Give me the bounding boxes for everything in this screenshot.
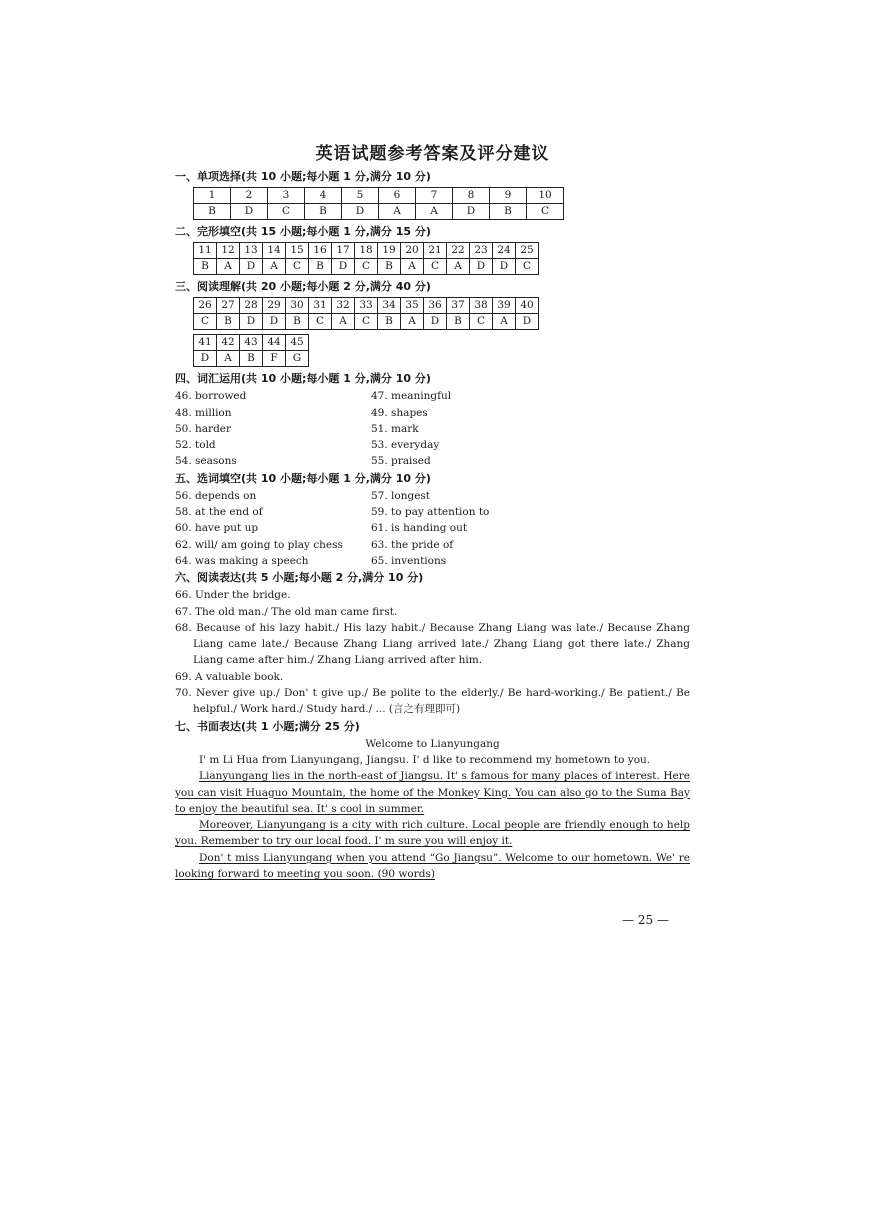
question-number-cell: 3 bbox=[268, 188, 305, 204]
section-6-heading: 六、阅读表达(共 5 小题;每小题 2 分,满分 10 分) bbox=[175, 571, 424, 585]
answer-cell: B bbox=[447, 314, 470, 330]
answer-cell: B bbox=[378, 314, 401, 330]
question-number-cell: 31 bbox=[309, 298, 332, 314]
answer-item: 49. shapes bbox=[371, 406, 428, 419]
question-number-cell: 45 bbox=[286, 335, 309, 351]
answer-cell: D bbox=[516, 314, 539, 330]
essay-title: Welcome to Lianyungang bbox=[365, 737, 500, 750]
answer-cell: B bbox=[194, 259, 217, 275]
answer-cell: B bbox=[217, 314, 240, 330]
question-number-cell: 9 bbox=[490, 188, 527, 204]
section-4-heading: 四、词汇运用(共 10 小题;每小题 1 分,满分 10 分) bbox=[175, 372, 431, 386]
answer-cell: A bbox=[217, 351, 240, 367]
question-number-cell: 16 bbox=[309, 243, 332, 259]
section-2-heading: 二、完形填空(共 15 小题;每小题 1 分,满分 15 分) bbox=[175, 225, 431, 239]
section-7-heading: 七、书面表达(共 1 小题;满分 25 分) bbox=[175, 719, 360, 733]
answer-cell: B bbox=[305, 204, 342, 220]
question-number-cell: 41 bbox=[194, 335, 217, 351]
answer-cell: A bbox=[263, 259, 286, 275]
answer-cell: C bbox=[286, 259, 309, 275]
question-number-cell: 25 bbox=[516, 243, 539, 259]
answer-cell: C bbox=[424, 259, 447, 275]
answer-item: 59. to pay attention to bbox=[371, 506, 490, 519]
answer-cell: A bbox=[416, 204, 453, 220]
question-number-cell: 37 bbox=[447, 298, 470, 314]
answer-cell: D bbox=[453, 204, 490, 220]
essay-paragraph-3: Moreover, Lianyungang is a city with rich culture. Local people are friendly enough to help you. Remember to try our local food. I' m sure you will enjoy it. bbox=[175, 819, 690, 848]
question-number-cell: 13 bbox=[240, 243, 263, 259]
essay-paragraph-2: Lianyungang lies in the north-east of Jiangsu. It' s famous for many places of interest. Here you can visit Huaguo Mountain, the home of the Monkey King. You can also go to the Suma Bay to enjoy the beautiful sea. It' s cool in summer. bbox=[175, 770, 690, 815]
question-number-cell: 32 bbox=[332, 298, 355, 314]
question-number-cell: 10 bbox=[527, 188, 564, 204]
question-number-cell: 18 bbox=[355, 243, 378, 259]
answer-cell: A bbox=[447, 259, 470, 275]
answer-cell: F bbox=[263, 351, 286, 367]
question-number-cell: 24 bbox=[493, 243, 516, 259]
question-number-cell: 30 bbox=[286, 298, 309, 314]
section-3-answer-table bbox=[193, 297, 539, 330]
answer-cell: C bbox=[527, 204, 564, 220]
section-3-answer-table-continued bbox=[193, 334, 309, 367]
question-number-cell: 34 bbox=[378, 298, 401, 314]
answer-item: 56. depends on bbox=[175, 489, 257, 502]
question-number-cell: 44 bbox=[263, 335, 286, 351]
answer-item: 67. The old man./ The old man came first. bbox=[175, 605, 398, 618]
answer-cell: G bbox=[286, 351, 309, 367]
question-number-cell: 5 bbox=[342, 188, 379, 204]
answer-item: 68. Because of his lazy habit./ His lazy habit./ Because Zhang Liang was late./ Because Zhang Liang came late./ Because Zhang Liang arrived late./ Zhang Liang got there late./ Zhang Liang came after him./ Zhang Liang arrived after him. bbox=[175, 621, 690, 667]
answer-cell: D bbox=[424, 314, 447, 330]
question-number-cell: 4 bbox=[305, 188, 342, 204]
answer-item: 58. at the end of bbox=[175, 506, 263, 519]
answer-cell: C bbox=[309, 314, 332, 330]
answer-item: 57. longest bbox=[371, 489, 431, 502]
answer-cell: A bbox=[401, 314, 424, 330]
answer-cell: B bbox=[286, 314, 309, 330]
answer-cell: A bbox=[217, 259, 240, 275]
question-number-cell: 27 bbox=[217, 298, 240, 314]
answer-item: 48. million bbox=[175, 406, 232, 419]
answer-cell: D bbox=[493, 259, 516, 275]
page-number: — 25 — bbox=[622, 913, 669, 927]
answer-item: 51. mark bbox=[371, 422, 419, 435]
essay-paragraph-1: I' m Li Hua from Lianyungang, Jiangsu. I' d like to recommend my hometown to you. bbox=[199, 753, 651, 766]
answer-item: 62. will/ am going to play chess bbox=[175, 538, 343, 551]
answer-cell: D bbox=[342, 204, 379, 220]
answer-cell: D bbox=[332, 259, 355, 275]
section-1-heading: 一、单项选择(共 10 小题;每小题 1 分,满分 10 分) bbox=[175, 170, 431, 184]
answer-item: 63. the pride of bbox=[371, 538, 454, 551]
answer-cell: D bbox=[240, 314, 263, 330]
answer-cell: A bbox=[379, 204, 416, 220]
answer-item: 46. borrowed bbox=[175, 390, 247, 403]
answer-cell: B bbox=[240, 351, 263, 367]
answer-cell: C bbox=[194, 314, 217, 330]
question-number-cell: 2 bbox=[231, 188, 268, 204]
answer-item: 53. everyday bbox=[371, 439, 440, 452]
question-number-cell: 22 bbox=[447, 243, 470, 259]
answer-item: 70. Never give up./ Don' t give up./ Be polite to the elderly./ Be hard-working./ Be patient./ Be helpful./ Work hard./ Study hard./ ... (言之有理即可) bbox=[175, 687, 690, 716]
answer-cell: C bbox=[355, 314, 378, 330]
question-number-cell: 29 bbox=[263, 298, 286, 314]
question-number-cell: 33 bbox=[355, 298, 378, 314]
question-number-cell: 17 bbox=[332, 243, 355, 259]
answer-item: 66. Under the bridge. bbox=[175, 589, 291, 602]
question-number-cell: 1 bbox=[194, 188, 231, 204]
answer-cell: C bbox=[470, 314, 493, 330]
question-number-cell: 12 bbox=[217, 243, 240, 259]
question-number-cell: 43 bbox=[240, 335, 263, 351]
question-number-cell: 35 bbox=[401, 298, 424, 314]
answer-item: 60. have put up bbox=[175, 522, 259, 535]
answer-cell: B bbox=[194, 204, 231, 220]
section-4-answers bbox=[175, 388, 690, 469]
answer-item: 54. seasons bbox=[175, 455, 237, 468]
question-number-cell: 21 bbox=[424, 243, 447, 259]
question-number-cell: 36 bbox=[424, 298, 447, 314]
section-3-heading: 三、阅读理解(共 20 小题;每小题 2 分,满分 40 分) bbox=[175, 280, 431, 294]
answer-cell: A bbox=[493, 314, 516, 330]
answer-item: 64. was making a speech bbox=[175, 554, 309, 567]
answer-cell: B bbox=[490, 204, 527, 220]
answer-key-page bbox=[175, 140, 690, 882]
answer-cell: B bbox=[378, 259, 401, 275]
question-number-cell: 15 bbox=[286, 243, 309, 259]
answer-cell: C bbox=[516, 259, 539, 275]
answer-cell: D bbox=[231, 204, 268, 220]
question-number-cell: 42 bbox=[217, 335, 240, 351]
section-5-answers bbox=[175, 488, 690, 569]
question-number-cell: 23 bbox=[470, 243, 493, 259]
section-5-heading: 五、选词填空(共 10 小题;每小题 1 分,满分 10 分) bbox=[175, 471, 431, 485]
answer-cell: A bbox=[332, 314, 355, 330]
answer-cell: D bbox=[194, 351, 217, 367]
section-1-answer-table bbox=[193, 187, 564, 220]
answer-cell: B bbox=[309, 259, 332, 275]
answer-cell: D bbox=[240, 259, 263, 275]
question-number-cell: 7 bbox=[416, 188, 453, 204]
answer-item: 65. inventions bbox=[371, 554, 447, 567]
question-number-cell: 19 bbox=[378, 243, 401, 259]
answer-item: 61. is handing out bbox=[371, 522, 468, 535]
question-number-cell: 39 bbox=[493, 298, 516, 314]
page-title: 英语试题参考答案及评分建议 bbox=[315, 144, 550, 164]
answer-item: 69. A valuable book. bbox=[175, 670, 284, 683]
answer-item: 55. praised bbox=[371, 455, 431, 468]
section-2-answer-table bbox=[193, 242, 539, 275]
question-number-cell: 20 bbox=[401, 243, 424, 259]
answer-cell: D bbox=[470, 259, 493, 275]
question-number-cell: 26 bbox=[194, 298, 217, 314]
answer-item: 47. meaningful bbox=[371, 390, 452, 403]
question-number-cell: 11 bbox=[194, 243, 217, 259]
answer-cell: D bbox=[263, 314, 286, 330]
answer-item: 50. harder bbox=[175, 422, 232, 435]
answer-item: 52. told bbox=[175, 439, 216, 452]
answer-cell: A bbox=[401, 259, 424, 275]
answer-cell: C bbox=[355, 259, 378, 275]
question-number-cell: 28 bbox=[240, 298, 263, 314]
essay-paragraph-4: Don' t miss Lianyungang when you attend “Go Jiangsu”. Welcome to our hometown. We' re looking forward to meeting you soon. (90 words) bbox=[175, 851, 690, 881]
question-number-cell: 38 bbox=[470, 298, 493, 314]
question-number-cell: 40 bbox=[516, 298, 539, 314]
question-number-cell: 14 bbox=[263, 243, 286, 259]
question-number-cell: 8 bbox=[453, 188, 490, 204]
question-number-cell: 6 bbox=[379, 188, 416, 204]
answer-cell: C bbox=[268, 204, 305, 220]
